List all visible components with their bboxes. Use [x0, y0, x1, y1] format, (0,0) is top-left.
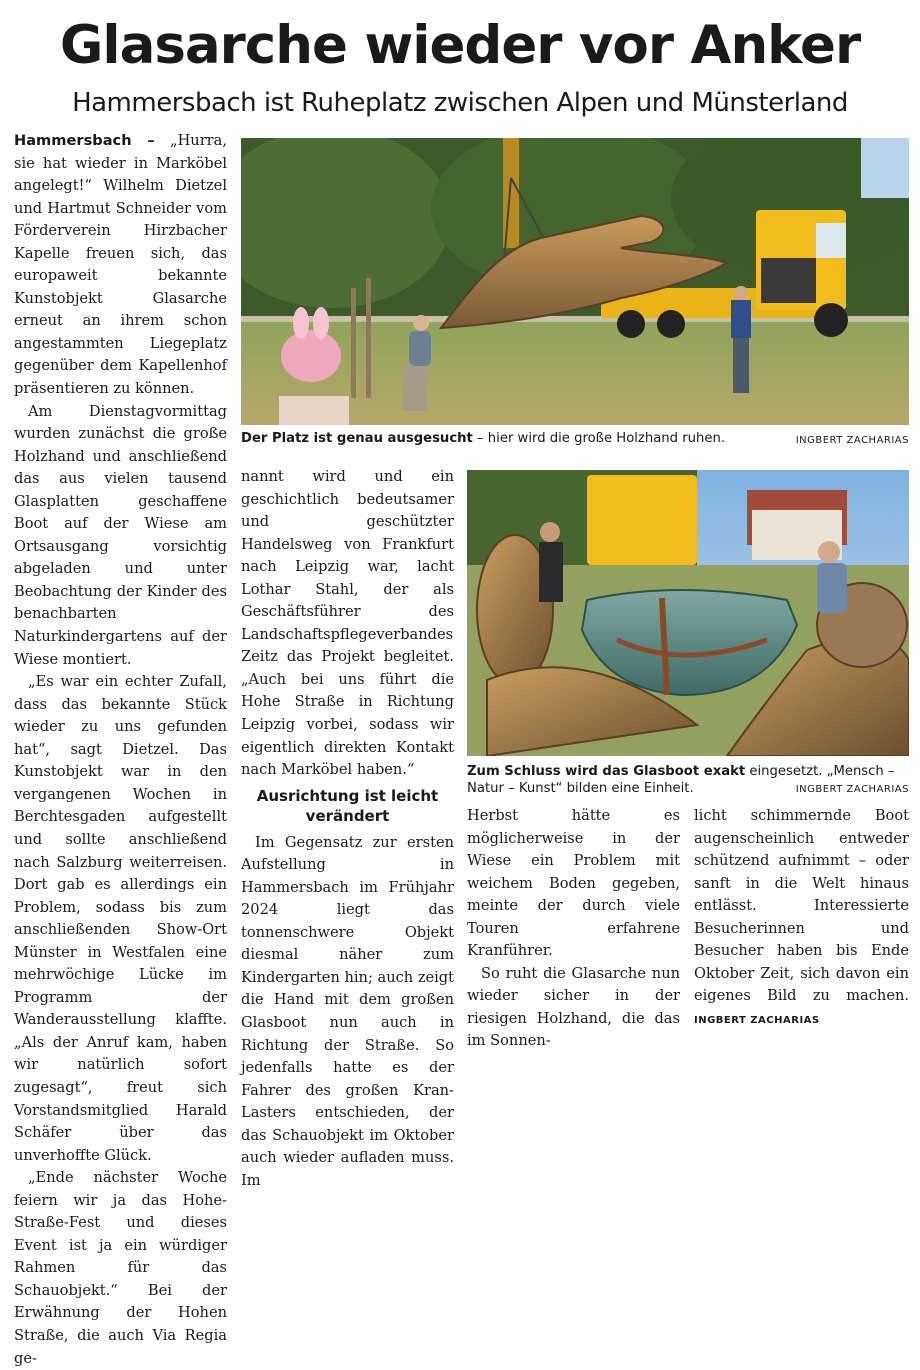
- caption-bold: Der Platz ist genau ausgesucht: [241, 431, 473, 446]
- paragraph-text: licht schimmernde Boot augenscheinlich entweder schützend aufnimmt – oder sanft in die Welt hinaus entlässt. Interessierte Besucherinnen und Besucher haben bis Ende Oktober Zeit, sich davon ein eigenes Bild zu machen.: [694, 807, 909, 1005]
- column-1: [14, 130, 227, 1370]
- paragraph: nannt wird und ein geschichtlich bedeutsamer und geschützter Handelsweg von Frankfurt nach Leipzig war, lacht Lothar Stahl, der als Geschäftsführer des Landschaftspflegeverbandes Zeitz das Projekt begleitet. „Auch bei uns führt die Hohe Straße in Richtung Leipzig vorbei, sodass wir eigentlich direkten Kontakt nach Marköbel haben.“: [241, 468, 454, 779]
- paragraph-text: „Hurra, sie hat wieder in Marköbel angelegt!“ Wilhelm Dietzel und Hartmut Schneider vom Förderverein Hirzbacher Kapelle freuen sich, das europaweit bekannte Kunstobjekt Glasarche erneut an ihrem schon angestammten Liegeplatz gegenüber dem Kapellenhof präsentieren zu können.: [14, 132, 227, 398]
- photo-crane-lifting-hand: [241, 138, 909, 425]
- paragraph: Im Gegensatz zur ersten Aufstellung in Hammersbach im Frühjahr 2024 liegt das tonnenschwere Objekt diesmal näher zum Kindergarten hin; auch zeigt die Hand mit dem großen Glasboot nun auch in Richtung der Straße. So jedenfalls hatte es der Fahrer des großen Kran-Lasters entschieden, der das Schauobjekt im Oktober auch wieder aufladen muss. Im: [241, 833, 455, 1189]
- column-2: [241, 466, 454, 1192]
- photo-credit: INGBERT ZACHARIAS: [795, 435, 909, 446]
- paragraph: „Ende nächster Woche feiern wir ja das Hohe-Straße-Fest und dieses Event ist ja ein würdiger Rahmen für das Schauobjekt.“ Bei der Erwähnung der Hohen Straße, die auch Via Regia ge-: [14, 1169, 227, 1367]
- paragraph: [14, 130, 227, 401]
- column-4: [694, 805, 909, 1032]
- dateline: Hammersbach –: [14, 132, 155, 149]
- paragraph: Am Dienstagvormittag wurden zunächst die große Holzhand und anschließend das aus vielen tausend Glasplatten geschaffene Boot auf der Wiese am Ortsausgang vorsichtig abgeladen und unter Beobachtung der Kinder des benachbarten Naturkindergartens auf der Wiese montiert.: [14, 402, 227, 668]
- caption-bold: Zum Schluss wird das Glasboot exakt: [467, 764, 746, 779]
- paragraph: „Es war ein echter Zufall, dass das bekannte Stück wieder zu uns gefunden hat“, sagt Dietzel. Das Kunstobjekt war in den vergangenen Wochen in Berchtesgaden aufgestellt und sollte anschließend nach Salzburg weiterreisen. Dort gab es allerdings ein Problem, sodass bis zum anschließenden Show-Ort Münster in Westfalen eine mehrwöchige Lücke im Programm der Wanderausstellung klaffte. „Als der Anruf kam, haben wir natürlich sofort zugesagt“, freut sich Vorstandsmitglied Harald Schäfer über das unverhoffte Glück.: [14, 673, 227, 1164]
- photo-glass-boat: [467, 470, 909, 756]
- subheading: Ausrichtung ist leicht verändert: [256, 786, 439, 825]
- photo-boat-illustration: [467, 470, 909, 756]
- photo-2-caption: [467, 763, 909, 797]
- paragraph: So ruht die Glasarche nun wieder sicher in der riesigen Holzhand, die das im Sonnen-: [467, 964, 680, 1050]
- caption-text: eingesetzt. „Mensch – Natur – Kunst“ bilden eine Einheit.: [467, 764, 895, 796]
- subheadline: Hammersbach ist Ruheplatz zwischen Alpen und Münsterland: [72, 88, 848, 118]
- paragraph: [694, 805, 909, 1032]
- photo-crane-illustration: [241, 138, 909, 425]
- article-credit: INGBERT ZACHARIAS: [694, 1014, 820, 1026]
- caption-text: – hier wird die große Holzhand ruhen.: [472, 431, 726, 446]
- column-3: [467, 805, 680, 1053]
- paragraph: Herbst hätte es möglicherweise in der Wiese ein Problem mit weichem Boden gegeben, meinte der durch viele Touren erfahrene Kranführer.: [467, 807, 680, 960]
- photo-1-caption: [241, 430, 909, 447]
- headline: Glasarche wieder vor Anker: [59, 15, 861, 76]
- photo-credit: INGBERT ZACHARIAS: [795, 784, 909, 795]
